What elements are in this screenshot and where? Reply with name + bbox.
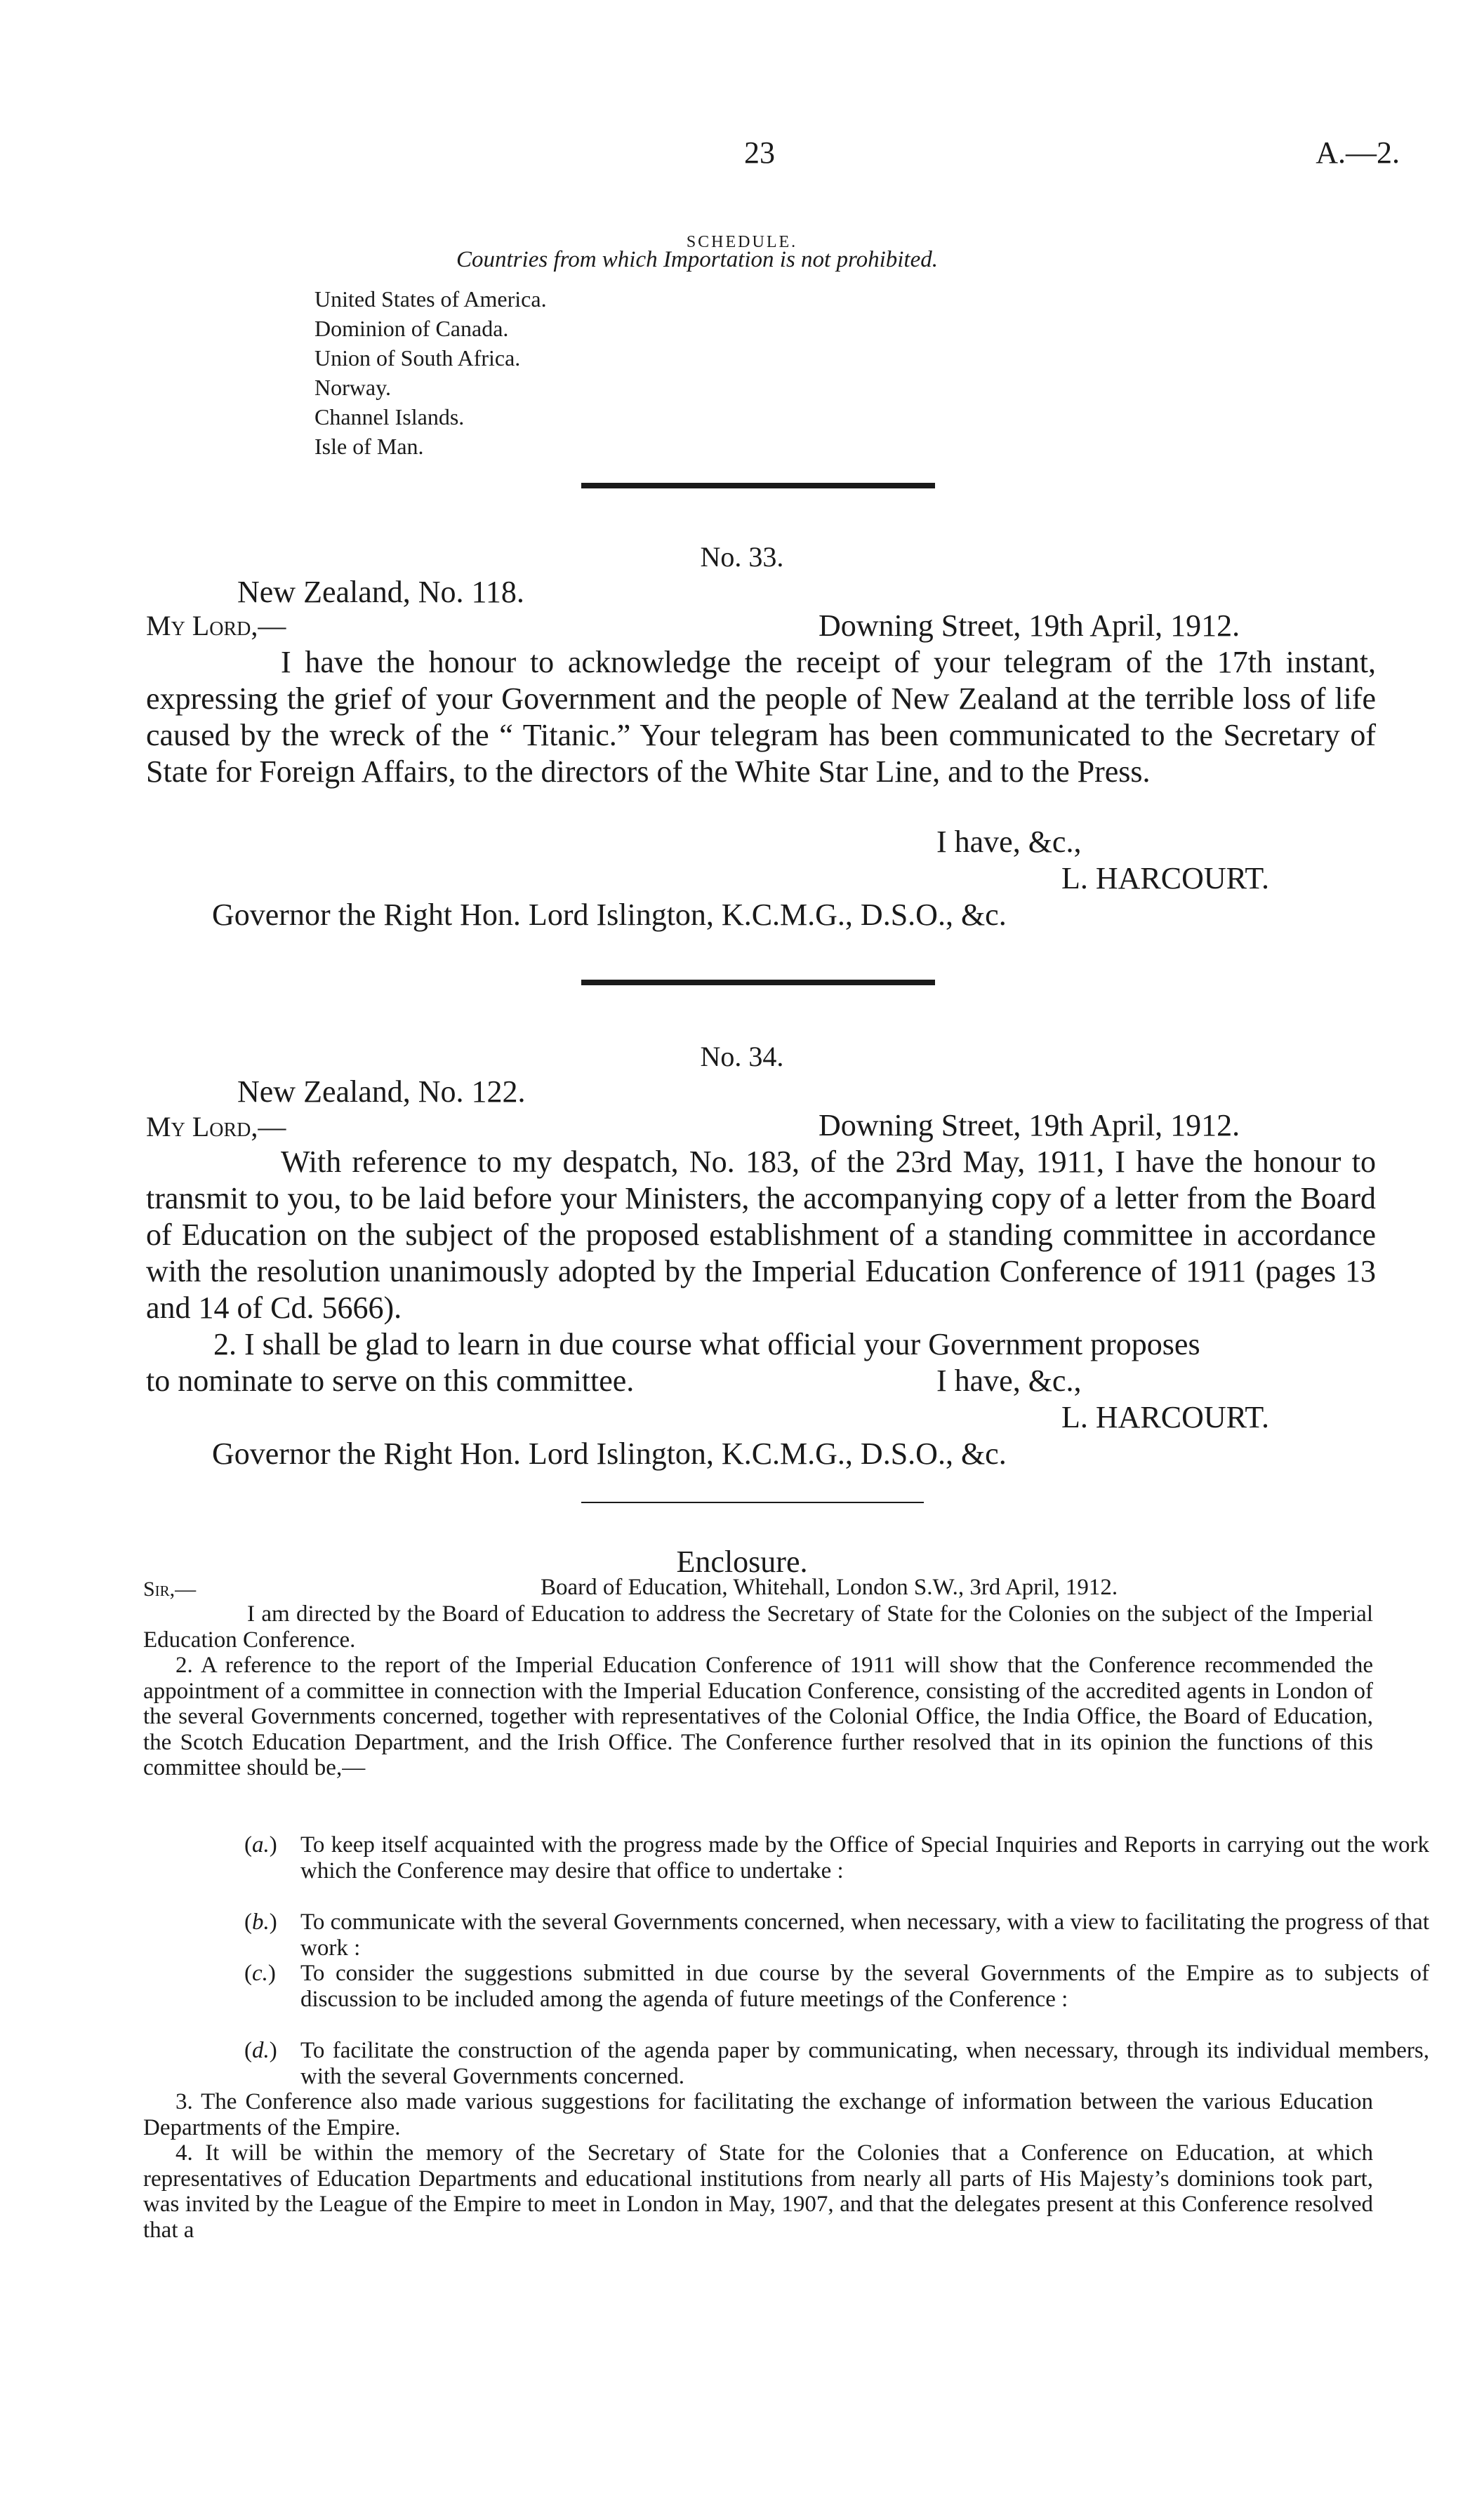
enclosure-address-date: Board of Education, Whitehall, London S.W., 3rd April, 1912. <box>541 1575 1118 1600</box>
schedule-title: SCHEDULE. <box>686 233 798 251</box>
letter-33-number: No. 33. <box>700 541 784 573</box>
item-label: a. <box>252 1832 270 1858</box>
section-divider <box>581 980 935 985</box>
letter-33-closing: I have, &c., <box>936 825 1082 859</box>
section-divider <box>581 483 935 488</box>
letter-34-signature: L. HARCOURT. <box>1061 1400 1269 1434</box>
letter-34-addressee: Governor the Right Hon. Lord Islington, K.C.M.G., D.S.O., &c. <box>212 1436 1007 1471</box>
letter-34-address-date: Downing Street, 19th April, 1912. <box>819 1108 1240 1142</box>
letter-33-address-date: Downing Street, 19th April, 1912. <box>819 608 1240 643</box>
item-text: To keep itself acquainted with the progress made by the Office of Special Inquiries and Reports in carrying out the work which the Conference may desire that office to undertake : <box>300 1832 1429 1884</box>
enclosure-paragraph-1: I am directed by the Board of Education to address the Secretary of State for the Colonies on the subject of the Imperial Education Conference. <box>143 1601 1373 1653</box>
letter-33-addressee: Governor the Right Hon. Lord Islington, K.C.M.G., D.S.O., &c. <box>212 898 1007 932</box>
country-list <box>314 284 547 461</box>
item-label: d. <box>252 2038 270 2063</box>
item-text: To consider the suggestions submitted in due course by the several Governments of the Empire as to subjects of discussion to be included among the agenda of future meetings of the Conference : <box>300 1961 1429 2012</box>
country-item: Isle of Man. <box>314 434 424 459</box>
letter-33-body: I have the honour to acknowledge the receipt of your telegram of the 17th instant, expressing the grief of your Government and the people of New Zealand at the terrible loss of life caused by the wreck of the “ Titanic.” Your telegram has been communicated to the Secretary of State for Foreign Affairs, to the directors of the White Star Line, and to the Press. <box>146 645 1376 789</box>
letter-34-body-paragraph-2-line-1: 2. I shall be glad to learn in due course what official your Government proposes <box>213 1327 1200 1361</box>
series-reference: A.—2. <box>1316 135 1400 170</box>
country-item: Channel Islands. <box>314 404 465 429</box>
country-item: Norway. <box>314 375 391 400</box>
letter-33-salutation: My Lord,— <box>146 610 286 641</box>
letter-34-salutation: My Lord,— <box>146 1111 286 1142</box>
letter-34-body-paragraph-2-line-2: to nominate to serve on this committee. <box>146 1364 635 1398</box>
item-label: c. <box>252 1961 268 1986</box>
enclosure-paragraph-2: 2. A reference to the report of the Imperial Education Conference of 1911 will show that the Conference recommended the appointment of a committee in connection with the Imperial Education Conference, consisting of the accredited agents in London of the several Governments concerned, together with representatives of the Colonial Office, the India Office, the Board of Education, the Scotch Education Department, and the Irish Office. The Conference further resolved that in its opinion the functions of this committee should be,— <box>143 1653 1373 1780</box>
letter-34-reference: New Zealand, No. 122. <box>237 1074 526 1109</box>
enclosure-paragraph-3: 3. The Conference also made various suggestions for facilitating the exchange of information between the various Education Departments of the Empire. <box>143 2089 1373 2140</box>
page-number: 23 <box>744 135 775 170</box>
country-item: Union of South Africa. <box>314 345 521 371</box>
letter-34-body-paragraph-1: With reference to my despatch, No. 183, of the 23rd May, 1911, I have the honour to transmit to you, to be laid before your Ministers, the accompanying copy of a letter from the Board of Education on the subject of the proposed establishment of a standing committee in accordance with the resolution unanimously adopted by the Imperial Education Conference of 1911 (pages 13 and 14 of Cd. 5666). <box>146 1145 1376 1325</box>
function-item-b: (b.) To communicate with the several Governments concerned, when necessary, with a view to facilitating the progress of that work : <box>244 1909 1429 1961</box>
country-item: United States of America. <box>314 286 547 312</box>
schedule-subtitle: Countries from which Importation is not prohibited. <box>456 247 938 272</box>
letter-33-signature: L. HARCOURT. <box>1061 861 1269 895</box>
item-text: To facilitate the construction of the agenda paper by communicating, when necessary, through its individual members, with the several Governments concerned. <box>300 2038 1429 2089</box>
letter-34-closing: I have, &c., <box>936 1364 1082 1398</box>
country-item: Dominion of Canada. <box>314 316 509 341</box>
letter-34-number: No. 34. <box>700 1041 784 1072</box>
item-text: To communicate with the several Governments concerned, when necessary, with a view to facilitating the progress of that work : <box>300 1909 1429 1961</box>
enclosure-paragraph-4: 4. It will be within the memory of the Secretary of State for the Colonies that a Conference on Education, at which representatives of Education Departments and educational institutions from nearly all parts of His Majesty’s dominions took part, was invited by the League of the Empire to meet in London in May, 1907, and that the delegates present at this Conference resolved that a <box>143 2140 1373 2243</box>
function-item-a: (a.) To keep itself acquainted with the progress made by the Office of Special Inquiries and Reports in carrying out the work which the Conference may desire that office to undertake : <box>244 1832 1429 1884</box>
letter-33-reference: New Zealand, No. 118. <box>237 575 524 609</box>
function-item-c: (c.) To consider the suggestions submitted in due course by the several Governments of the Empire as to subjects of discussion to be included among the agenda of future meetings of the Conference : <box>244 1961 1429 2012</box>
enclosure-salutation: Sir,— <box>143 1578 197 1601</box>
enclosure-divider <box>581 1502 924 1503</box>
enclosure-title: Enclosure. <box>676 1545 808 1579</box>
function-item-d: (d.) To facilitate the construction of the agenda paper by communicating, when necessary, through its individual members, with the several Governments concerned. <box>244 2038 1429 2089</box>
item-label: b. <box>252 1909 270 1935</box>
